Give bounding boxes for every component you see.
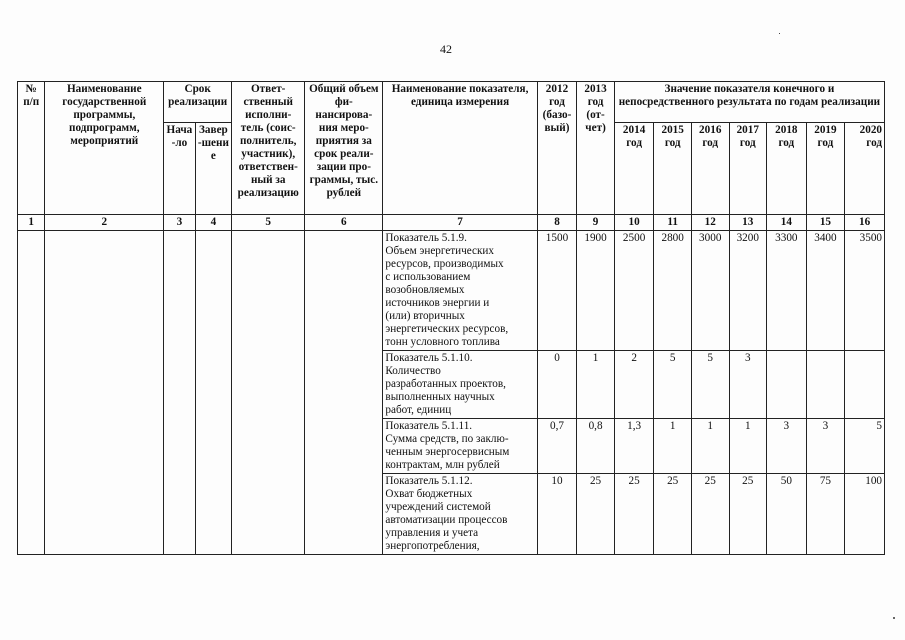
value-2012: 0,7 <box>537 419 577 474</box>
empty-cell <box>305 231 383 555</box>
header-year-2019 <box>806 123 845 215</box>
value-2020: 5 <box>845 419 885 474</box>
column-number: 5 <box>232 215 305 231</box>
header-year-2018 <box>767 123 807 215</box>
value-2018: 50 <box>767 474 807 555</box>
year-unit: год <box>817 137 834 149</box>
empty-cell <box>195 231 232 555</box>
year-unit: год <box>702 137 719 149</box>
value-2018 <box>767 351 807 419</box>
value-2015: 1 <box>654 419 692 474</box>
value-2016: 25 <box>691 474 729 555</box>
column-number: 6 <box>305 215 383 231</box>
value-2020 <box>845 351 885 419</box>
header-col-term-end: Завер-шение <box>195 123 232 215</box>
column-number: 8 <box>537 215 577 231</box>
indicator-name <box>383 231 537 351</box>
header-col-term-start: Нача-ло <box>164 123 195 215</box>
value-2019: 3400 <box>806 231 845 351</box>
year-unit: год <box>664 137 681 149</box>
indicator-line: Количество <box>385 365 441 377</box>
value-2012: 1500 <box>537 231 577 351</box>
indicator-line: Объем энергетических <box>385 245 495 257</box>
year-label: 2015 <box>661 124 684 136</box>
column-number: 2 <box>45 215 164 231</box>
value-2013: 1 <box>577 351 615 419</box>
header-col-name: Наименование государственной программы, подпрограмм, мероприятий <box>45 82 164 215</box>
header-year-2020 <box>845 123 885 215</box>
value-2019 <box>806 351 845 419</box>
column-number: 11 <box>654 215 692 231</box>
empty-cell <box>18 231 45 555</box>
table-row <box>18 231 885 351</box>
year-label: 2018 <box>775 124 798 136</box>
column-number: 14 <box>767 215 807 231</box>
page-number: 42 <box>440 42 452 56</box>
value-2018: 3300 <box>767 231 807 351</box>
scan-speck <box>893 617 895 619</box>
column-number: 12 <box>691 215 729 231</box>
indicator-line: тонн условного топлива <box>385 336 500 348</box>
indicator-line: источников энергии и <box>385 297 490 309</box>
empty-cell <box>232 231 305 555</box>
value-2012: 0 <box>537 351 577 419</box>
header-col-values: Значение показателя конечного и непосредственного результата по годам реализации <box>614 82 884 123</box>
year-label: 2016 <box>699 124 722 136</box>
column-number-row <box>18 215 885 231</box>
value-2014: 1,3 <box>614 419 654 474</box>
year-label: 2017 <box>736 124 759 136</box>
header-year-2014 <box>614 123 654 215</box>
value-2014: 25 <box>614 474 654 555</box>
indicator-line: автоматизации процессов <box>385 514 508 526</box>
value-2017: 25 <box>729 474 767 555</box>
header-col-indicator: Наименование показателя, единица измерения <box>383 82 537 215</box>
indicator-line: энергетических ресурсов, <box>385 323 509 335</box>
data-rows <box>18 231 885 555</box>
header-2012-line: (базо- <box>542 109 572 121</box>
header-row-1 <box>18 82 885 123</box>
value-2013: 1900 <box>577 231 615 351</box>
header-col-no: № п/п <box>18 82 45 215</box>
value-2017: 3200 <box>729 231 767 351</box>
indicator-line: Сумма средств, по заклю- <box>385 433 509 445</box>
year-label: 2019 <box>814 124 837 136</box>
value-2017: 3 <box>729 351 767 419</box>
indicator-line: ченным энергосервисным <box>385 446 510 458</box>
header-2013-line: 2013 <box>584 83 607 95</box>
column-number: 4 <box>195 215 232 231</box>
indicator-line: ресурсов, производимых <box>385 258 504 270</box>
indicator-line: разработанных проектов, <box>385 378 506 390</box>
year-unit: год <box>866 137 882 149</box>
header-col-responsible: Ответ-ственный исполни-тель (соис-полнитель, участник), ответствен-ный за реализацию <box>232 82 305 215</box>
value-2013: 0,8 <box>577 419 615 474</box>
value-2020: 3500 <box>845 231 885 351</box>
value-2016: 3000 <box>691 231 729 351</box>
indicator-line: работ, единиц <box>385 404 452 416</box>
value-2012: 10 <box>537 474 577 555</box>
header-col-2013 <box>577 82 615 215</box>
value-2017: 1 <box>729 419 767 474</box>
indicator-line: Показатель 5.1.10. <box>385 352 473 364</box>
indicator-name <box>383 474 537 555</box>
value-2016: 5 <box>691 351 729 419</box>
empty-cell <box>45 231 164 555</box>
value-2015: 25 <box>654 474 692 555</box>
value-2018: 3 <box>767 419 807 474</box>
value-2013: 25 <box>577 474 615 555</box>
indicator-line: контрактам, млн рублей <box>385 459 500 471</box>
indicator-line: учреждений системой <box>385 501 491 513</box>
header-col-term: Срок реализации <box>164 82 232 123</box>
indicator-line: с использованием <box>385 271 471 283</box>
value-2016: 1 <box>691 419 729 474</box>
header-2013-line: (от- <box>586 109 605 121</box>
value-2019: 3 <box>806 419 845 474</box>
indicators-table <box>17 81 885 555</box>
indicator-line: (или) вторичных <box>385 310 465 322</box>
year-label: 2014 <box>622 124 646 136</box>
column-number: 16 <box>845 215 885 231</box>
header-2012-line: вый) <box>544 122 570 134</box>
column-number: 15 <box>806 215 845 231</box>
column-number: 13 <box>729 215 767 231</box>
year-label: 2020 <box>859 124 882 136</box>
header-2012-line: 2012 <box>545 83 569 95</box>
value-2020: 100 <box>845 474 885 555</box>
indicator-line: возобновляемых <box>385 284 465 296</box>
header-2012-line: год <box>549 96 565 108</box>
year-unit: год <box>739 137 756 149</box>
indicator-name <box>383 351 537 419</box>
column-number: 3 <box>164 215 195 231</box>
value-2015: 2800 <box>654 231 692 351</box>
year-unit: год <box>626 137 642 149</box>
indicator-line: Показатель 5.1.12. <box>385 475 473 487</box>
indicator-line: Показатель 5.1.11. <box>385 420 473 432</box>
scan-speck <box>779 33 780 34</box>
header-year-2015 <box>654 123 692 215</box>
indicator-name <box>383 419 537 474</box>
indicator-line: выполненных научных <box>385 391 495 403</box>
value-2015: 5 <box>654 351 692 419</box>
empty-cell <box>164 231 195 555</box>
value-2019: 75 <box>806 474 845 555</box>
year-unit: год <box>778 137 795 149</box>
header-2013-line: чет) <box>585 122 606 134</box>
value-2014: 2 <box>614 351 654 419</box>
header-year-2017 <box>729 123 767 215</box>
indicator-line: управления и учета <box>385 527 479 539</box>
column-number: 7 <box>383 215 537 231</box>
column-number: 1 <box>18 215 45 231</box>
header-year-2016 <box>691 123 729 215</box>
header-2013-line: год <box>587 96 604 108</box>
indicator-line: Охват бюджетных <box>385 488 473 500</box>
indicator-line: энергопотребления, <box>385 540 480 552</box>
header-col-volume: Общий объем фи-нансирова-ния меро-приятия за срок реали-зации про-граммы, тыс. рублей <box>305 82 383 215</box>
column-number: 9 <box>577 215 615 231</box>
value-2014: 2500 <box>614 231 654 351</box>
column-number: 10 <box>614 215 654 231</box>
header-col-2012 <box>537 82 577 215</box>
indicator-line: Показатель 5.1.9. <box>385 232 467 244</box>
